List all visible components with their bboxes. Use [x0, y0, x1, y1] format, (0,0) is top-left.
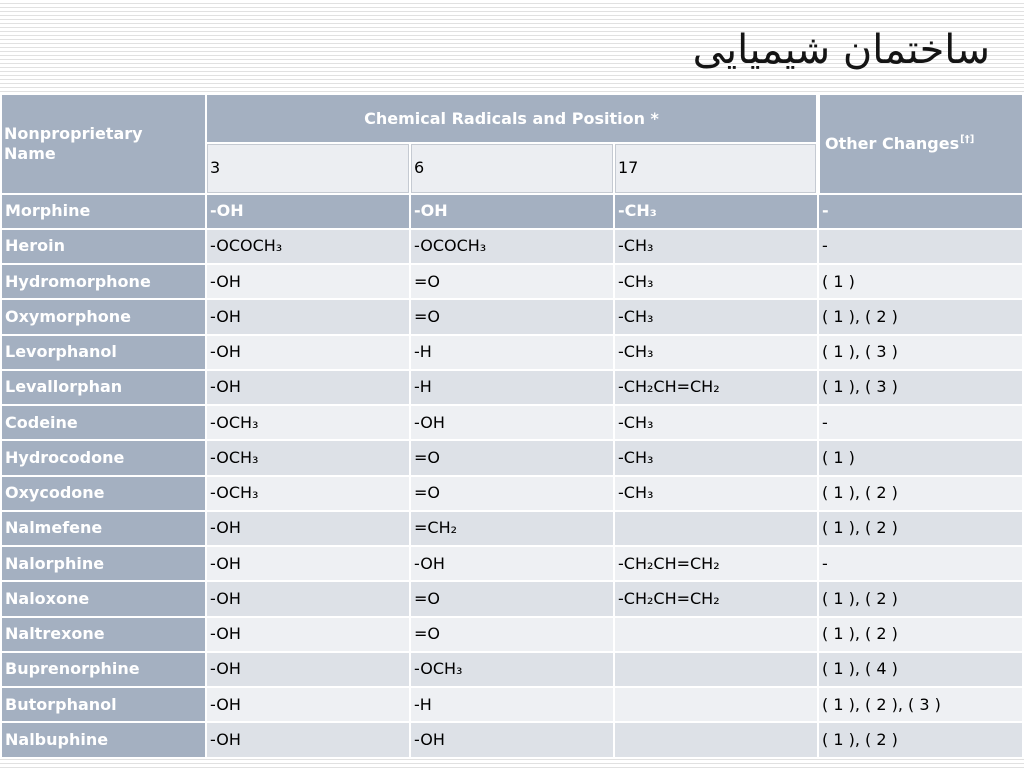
- other-changes-cell: ( 1 ), ( 4 ): [818, 652, 1023, 687]
- position-3-cell: -OH: [206, 722, 410, 757]
- other-changes-cell: ( 1 ): [818, 264, 1023, 299]
- drug-name-cell: Butorphanol: [1, 687, 206, 722]
- position-3-cell: -OH: [206, 299, 410, 334]
- table-row: [1, 652, 1023, 687]
- table-row: [1, 264, 1023, 299]
- position-17-cell: -CH₃: [614, 440, 818, 475]
- header-position-17: 17: [614, 143, 818, 194]
- position-3-cell: -OH: [206, 335, 410, 370]
- header-nonproprietary-name: Nonproprietary Name: [1, 94, 206, 194]
- drug-name-cell: Morphine: [1, 194, 206, 229]
- drug-name-cell: Heroin: [1, 229, 206, 264]
- table-row: [1, 687, 1023, 722]
- position-17-cell: -CH₃: [614, 264, 818, 299]
- position-17-cell: -CH₂CH=CH₂: [614, 370, 818, 405]
- other-changes-cell: ( 1 ), ( 3 ): [818, 370, 1023, 405]
- drug-name-cell: Nalmefene: [1, 511, 206, 546]
- drug-name-cell: Nalbuphine: [1, 722, 206, 757]
- slide-title: ساختمان شیمیایی: [692, 27, 990, 73]
- other-changes-cell: -: [818, 229, 1023, 264]
- header-other-changes-label: Other Changes: [825, 133, 960, 153]
- drug-name-cell: Naloxone: [1, 581, 206, 616]
- position-17-cell: -CH₃: [614, 194, 818, 229]
- table-row: [1, 722, 1023, 757]
- drug-name-cell: Levorphanol: [1, 335, 206, 370]
- table-row: [1, 299, 1023, 334]
- other-changes-cell: ( 1 ), ( 2 ): [818, 299, 1023, 334]
- position-3-cell: -OH: [206, 511, 410, 546]
- position-6-cell: =O: [410, 299, 614, 334]
- position-3-cell: -OCH₃: [206, 476, 410, 511]
- table-row: [1, 194, 1023, 229]
- header-other-changes: [818, 94, 1023, 194]
- position-6-cell: =O: [410, 581, 614, 616]
- table-row: [1, 440, 1023, 475]
- position-3-cell: -OH: [206, 617, 410, 652]
- header-row: [1, 94, 1023, 143]
- position-17-cell: [614, 722, 818, 757]
- header-other-changes-footnote: [†]: [960, 133, 975, 145]
- position-6-cell: -H: [410, 370, 614, 405]
- drug-name-cell: Hydrocodone: [1, 440, 206, 475]
- position-17-cell: -CH₃: [614, 299, 818, 334]
- drug-name-cell: Naltrexone: [1, 617, 206, 652]
- position-6-cell: -H: [410, 687, 614, 722]
- table-body: [1, 194, 1023, 758]
- position-3-cell: -OH: [206, 687, 410, 722]
- drug-name-cell: Oxymorphone: [1, 299, 206, 334]
- position-3-cell: -OCH₃: [206, 405, 410, 440]
- header-chemical-radicals: Chemical Radicals and Position *: [206, 94, 818, 143]
- table-row: [1, 229, 1023, 264]
- drug-name-cell: Codeine: [1, 405, 206, 440]
- drug-name-cell: Buprenorphine: [1, 652, 206, 687]
- opioid-chemical-structure-table: [0, 93, 1024, 759]
- drug-name-cell: Hydromorphone: [1, 264, 206, 299]
- drug-name-cell: Nalorphine: [1, 546, 206, 581]
- position-17-cell: -CH₃: [614, 229, 818, 264]
- position-6-cell: =O: [410, 476, 614, 511]
- position-17-cell: -CH₃: [614, 335, 818, 370]
- position-17-cell: -CH₂CH=CH₂: [614, 546, 818, 581]
- position-17-cell: -CH₃: [614, 405, 818, 440]
- table-row: [1, 581, 1023, 616]
- position-3-cell: -OH: [206, 581, 410, 616]
- header-position-3: 3: [206, 143, 410, 194]
- other-changes-cell: ( 1 ), ( 2 ): [818, 617, 1023, 652]
- other-changes-cell: ( 1 ), ( 2 ): [818, 581, 1023, 616]
- table-row: [1, 546, 1023, 581]
- position-6-cell: =O: [410, 440, 614, 475]
- table-row: [1, 476, 1023, 511]
- drug-name-cell: Levallorphan: [1, 370, 206, 405]
- position-3-cell: -OCOCH₃: [206, 229, 410, 264]
- position-6-cell: -OH: [410, 405, 614, 440]
- other-changes-cell: ( 1 ), ( 2 ): [818, 476, 1023, 511]
- position-17-cell: -CH₂CH=CH₂: [614, 581, 818, 616]
- position-6-cell: -OCOCH₃: [410, 229, 614, 264]
- position-6-cell: -OH: [410, 194, 614, 229]
- position-3-cell: -OH: [206, 264, 410, 299]
- table-row: [1, 370, 1023, 405]
- table-header: [1, 94, 1023, 194]
- table-row: [1, 511, 1023, 546]
- other-changes-cell: ( 1 ), ( 2 ): [818, 511, 1023, 546]
- position-17-cell: [614, 687, 818, 722]
- other-changes-cell: ( 1 ): [818, 440, 1023, 475]
- table-row: [1, 335, 1023, 370]
- other-changes-cell: -: [818, 546, 1023, 581]
- position-6-cell: -OH: [410, 722, 614, 757]
- table-row: [1, 617, 1023, 652]
- other-changes-cell: ( 1 ), ( 2 ): [818, 722, 1023, 757]
- position-17-cell: [614, 511, 818, 546]
- position-17-cell: -CH₃: [614, 476, 818, 511]
- position-6-cell: -H: [410, 335, 614, 370]
- position-6-cell: -OCH₃: [410, 652, 614, 687]
- table-row: [1, 405, 1023, 440]
- position-6-cell: =CH₂: [410, 511, 614, 546]
- position-3-cell: -OH: [206, 546, 410, 581]
- position-3-cell: -OH: [206, 194, 410, 229]
- drug-name-cell: Oxycodone: [1, 476, 206, 511]
- position-3-cell: -OH: [206, 370, 410, 405]
- position-6-cell: =O: [410, 264, 614, 299]
- other-changes-cell: -: [818, 194, 1023, 229]
- position-6-cell: =O: [410, 617, 614, 652]
- other-changes-cell: -: [818, 405, 1023, 440]
- position-17-cell: [614, 652, 818, 687]
- other-changes-cell: ( 1 ), ( 3 ): [818, 335, 1023, 370]
- position-17-cell: [614, 617, 818, 652]
- header-position-6: 6: [410, 143, 614, 194]
- other-changes-cell: ( 1 ), ( 2 ), ( 3 ): [818, 687, 1023, 722]
- position-3-cell: -OCH₃: [206, 440, 410, 475]
- position-3-cell: -OH: [206, 652, 410, 687]
- position-6-cell: -OH: [410, 546, 614, 581]
